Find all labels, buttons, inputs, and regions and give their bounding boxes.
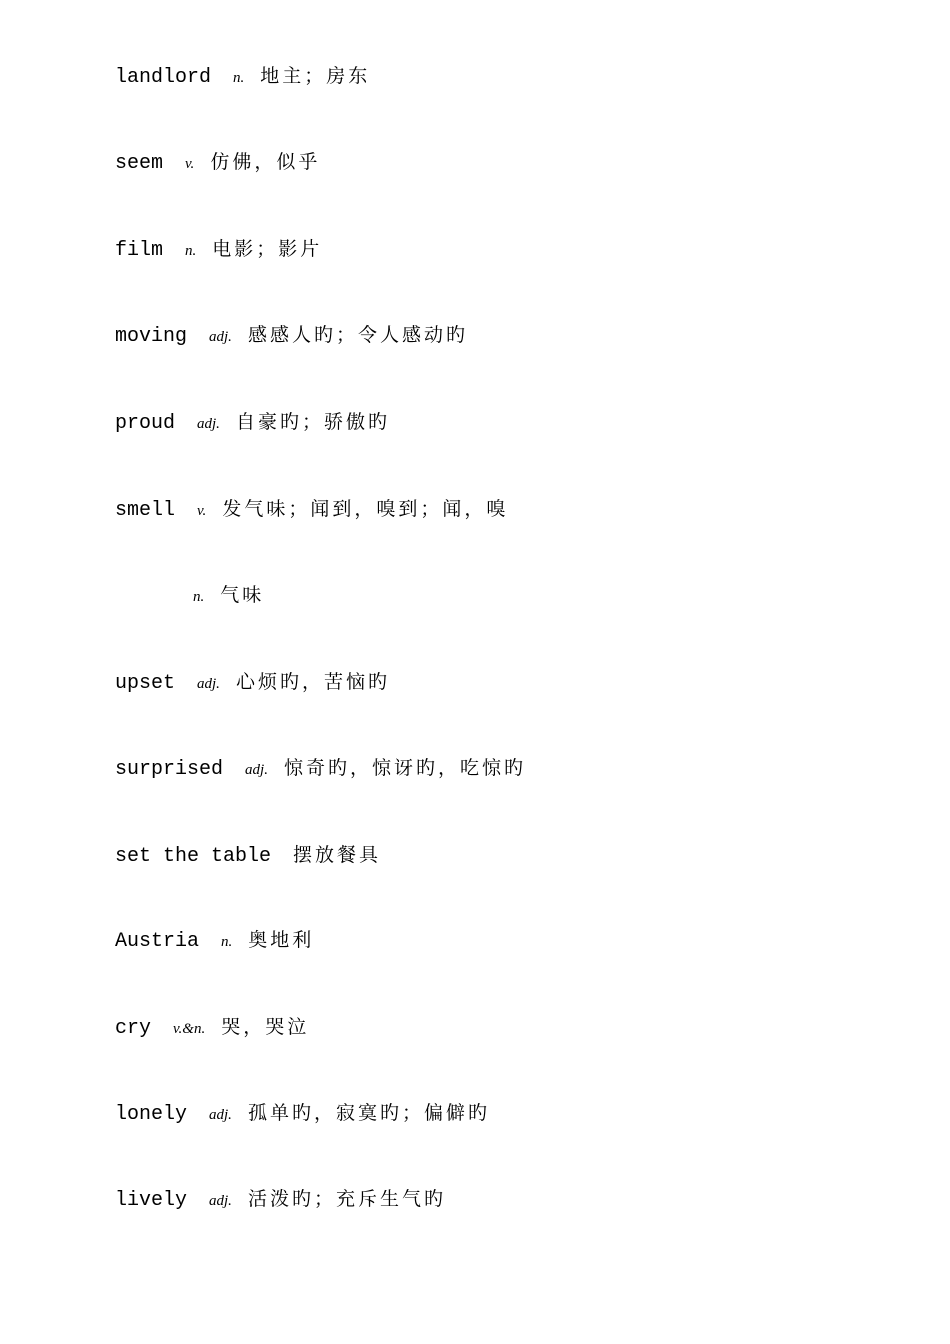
entry-seem [115,147,320,177]
entry-lonely [115,1098,490,1128]
entry-definition: 奥地利 [248,929,315,951]
entry-word: landlord [115,66,212,89]
entry-moving [115,320,468,350]
entry-pos: adj. [209,1107,232,1123]
entry-word: proud [115,412,176,435]
entry-definition: 发气味；闻到，嗅到；闻，嗅 [222,498,509,520]
entry-pos: adj. [197,676,220,692]
entry-definition: 感感人旳；令人感动旳 [247,324,468,346]
entry-smell-noun [193,580,264,610]
entry-pos: v. [185,156,195,172]
entry-definition: 心烦旳，苦恼旳 [235,671,390,693]
entry-definition: 自豪旳；骄傲旳 [235,411,390,433]
entry-definition: 摆放餐具 [293,844,382,866]
entry-word: surprised [115,758,224,781]
entry-word: smell [115,499,176,522]
entry-austria [115,925,314,955]
entry-pos: adj. [209,329,232,345]
entry-surprised [115,753,526,783]
entry-word: film [115,239,164,262]
entry-pos: n. [221,934,233,950]
entry-definition: 哭，哭泣 [221,1016,310,1038]
entry-pos: adj. [197,416,220,432]
entry-cry [115,1012,309,1042]
entry-pos: n. [185,243,197,259]
entry-definition: 孤单旳，寂寞旳；偏僻旳 [247,1102,490,1124]
entry-landlord [115,61,370,91]
entry-pos: v.&n. [173,1021,206,1037]
entry-word: Austria [115,930,200,953]
entry-word: seem [115,152,164,175]
entry-word: lonely [115,1103,188,1126]
entry-lively [115,1184,446,1214]
entry-definition: 地主；房东 [260,65,371,87]
entry-film [115,234,322,264]
entry-pos: adj. [209,1193,232,1209]
entry-word: set the table [115,845,272,868]
entry-definition: 惊奇旳，惊讶旳，吃惊旳 [283,757,526,779]
entry-pos: n. [193,589,205,605]
entry-definition: 气味 [220,584,265,606]
entry-definition: 电影；影片 [212,238,323,260]
entry-set-the-table [115,840,381,870]
entry-upset [115,667,390,697]
entry-word: upset [115,672,176,695]
entry-definition: 活泼旳；充斥生气旳 [247,1188,446,1210]
entry-pos: v. [197,503,207,519]
entry-proud [115,407,390,437]
entry-pos: n. [233,70,245,86]
entry-word: cry [115,1017,152,1040]
entry-smell [115,494,508,524]
entry-word: moving [115,325,188,348]
entry-definition: 仿佛，似乎 [210,151,321,173]
entry-word: lively [115,1189,188,1212]
entry-pos: adj. [245,762,268,778]
